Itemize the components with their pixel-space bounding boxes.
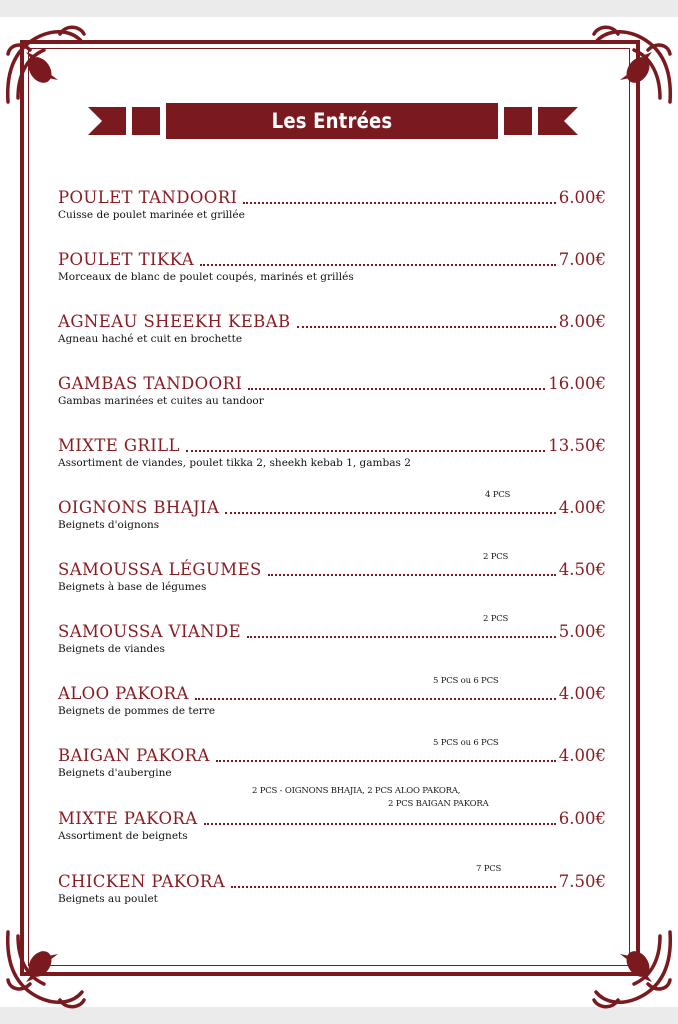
item-price: 4.00€: [558, 746, 606, 765]
item-price: 7.00€: [558, 250, 606, 269]
menu-item-row: [58, 864, 606, 892]
item-price: 6.00€: [558, 809, 606, 828]
item-quantity: 2 PCS: [483, 614, 509, 624]
item-price: 8.00€: [558, 312, 606, 331]
item-quantity: 5 PCS ou 6 PCS: [433, 738, 499, 748]
menu-item-row: [58, 738, 606, 766]
item-description: Beignets au poulet: [58, 893, 158, 905]
item-description: Morceaux de blanc de poulet coupés, marinés et grillés: [58, 271, 354, 283]
menu-item-row: [58, 552, 606, 580]
item-quantity-line1: 2 PCS - OIGNONS BHAJIA, 2 PCS ALOO PAKORA,: [252, 786, 461, 796]
menu-item: [58, 370, 606, 407]
item-name: GAMBAS TANDOORI: [58, 374, 243, 393]
dot-leader: [204, 823, 556, 825]
dot-leader: [297, 326, 556, 328]
menu-item-row: [58, 490, 606, 518]
menu-item: [58, 614, 606, 655]
menu-item-row: [58, 432, 606, 456]
dot-leader: [186, 450, 545, 452]
item-description: Beignets de pommes de terre: [58, 705, 216, 717]
corner-ornament-icon: [588, 922, 678, 1012]
menu-item-row: [58, 370, 606, 394]
menu-item: [58, 786, 606, 842]
item-description: Beignets à base de légumes: [58, 581, 207, 593]
corner-ornament-icon: [0, 22, 90, 112]
dot-leader: [225, 512, 555, 514]
menu-item-row: [58, 308, 606, 332]
item-quantity: 2 PCS: [483, 552, 509, 562]
item-name: OIGNONS BHAJIA: [58, 498, 220, 517]
item-quantity: 7 PCS: [476, 864, 502, 874]
dot-leader: [247, 636, 556, 638]
menu-item: [58, 246, 606, 283]
menu-item-row: [58, 786, 606, 829]
item-price: 4.50€: [558, 560, 606, 579]
page-title: Les Entrées: [271, 109, 393, 133]
item-price: 4.00€: [558, 498, 606, 517]
item-price: 13.50€: [548, 436, 606, 455]
item-name: POULET TIKKA: [58, 250, 195, 269]
menu-item: [58, 864, 606, 905]
item-name: BAIGAN PAKORA: [58, 746, 210, 765]
dot-leader: [243, 202, 555, 204]
corner-ornament-icon: [0, 922, 90, 1012]
item-quantity: 4 PCS: [485, 490, 511, 500]
dot-leader: [200, 264, 556, 266]
item-price: 4.00€: [558, 684, 606, 703]
menu-item-row: [58, 246, 606, 270]
menu-item: [58, 738, 606, 779]
item-name: CHICKEN PAKORA: [58, 872, 226, 891]
menu-item-row: [58, 614, 606, 642]
dot-leader: [216, 760, 556, 762]
menu-item: [58, 676, 606, 717]
item-name: POULET TANDOORI: [58, 188, 238, 207]
item-description: Assortiment de beignets: [58, 830, 188, 842]
dot-leader: [195, 698, 556, 700]
item-price: 5.00€: [558, 622, 606, 641]
item-price: 6.00€: [558, 188, 606, 207]
item-quantity-line2: 2 PCS BAIGAN PAKORA: [388, 799, 489, 809]
dot-leader: [268, 574, 556, 576]
menu-item: [58, 184, 606, 221]
corner-ornament-icon: [588, 22, 678, 112]
item-description: Agneau haché et cuit en brochette: [58, 333, 243, 345]
item-description: Beignets d'oignons: [58, 519, 160, 531]
dot-leader: [231, 886, 556, 888]
item-price: 7.50€: [558, 872, 606, 891]
item-description: Beignets d'aubergine: [58, 767, 172, 779]
item-description: Beignets de viandes: [58, 643, 165, 655]
item-name: MIXTE GRILL: [58, 436, 180, 455]
item-name: ALOO PAKORA: [58, 684, 189, 703]
item-name: MIXTE PAKORA: [58, 809, 198, 828]
item-name: SAMOUSSA LÉGUMES: [58, 560, 262, 579]
menu-item-row: [58, 676, 606, 704]
menu-item: [58, 490, 606, 531]
item-description: Cuisse de poulet marinée et grillée: [58, 209, 245, 221]
section-banner: [88, 103, 578, 139]
item-name: SAMOUSSA VIANDE: [58, 622, 242, 641]
menu-item: [58, 552, 606, 593]
item-name: AGNEAU SHEEKH KEBAB: [58, 312, 291, 331]
menu-item: [58, 308, 606, 345]
item-price: 16.00€: [548, 374, 606, 393]
item-description: Gambas marinées et cuites au tandoor: [58, 395, 264, 407]
menu-item-row: [58, 184, 606, 208]
item-description: Assortiment de viandes, poulet tikka 2, sheekh kebab 1, gambas 2: [58, 457, 411, 469]
item-quantity: 5 PCS ou 6 PCS: [433, 676, 499, 686]
dot-leader: [248, 388, 545, 390]
menu-item: [58, 432, 606, 469]
